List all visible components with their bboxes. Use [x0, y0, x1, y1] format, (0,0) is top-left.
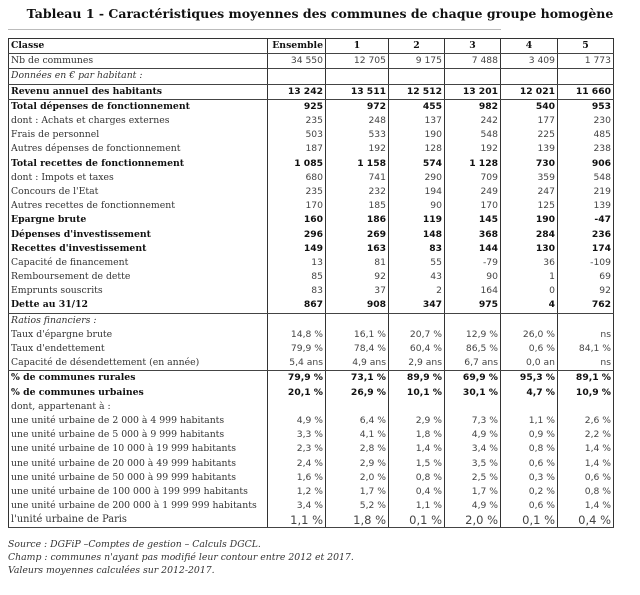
- cell-groupe-1: 73,1 %: [326, 371, 389, 386]
- table-row: [9, 227, 614, 241]
- table-row: [9, 99, 614, 114]
- table-row: [9, 54, 614, 69]
- cell-ensemble: 296: [268, 227, 326, 241]
- cell-ensemble: 149: [268, 242, 326, 256]
- cell-ensemble: 14,8 %: [268, 328, 326, 342]
- table-row: [9, 114, 614, 128]
- cell-groupe-3: 2,0 %: [445, 513, 501, 528]
- cell-groupe-5: -47: [558, 213, 614, 227]
- cell-groupe-2: 190: [389, 128, 445, 142]
- cell-groupe-5: [558, 313, 614, 328]
- cell-groupe-3: 164: [445, 284, 501, 298]
- cell-groupe-5: 548: [558, 171, 614, 185]
- cell-groupe-4: 540: [501, 99, 558, 114]
- column-header-3: 3: [445, 39, 501, 54]
- cell-groupe-1: 741: [326, 171, 389, 185]
- table-row: [9, 298, 614, 313]
- cell-groupe-4: 0,0 an: [501, 356, 558, 371]
- cell-groupe-1: 26,9 %: [326, 386, 389, 400]
- row-label: Taux d'endettement: [9, 342, 268, 356]
- row-label: Emprunts souscrits: [9, 284, 268, 298]
- cell-groupe-4: 3 409: [501, 54, 558, 69]
- cell-groupe-4: 0,8 %: [501, 442, 558, 456]
- cell-groupe-3: 7 488: [445, 54, 501, 69]
- cell-ensemble: 34 550: [268, 54, 326, 69]
- table-row: [9, 371, 614, 386]
- table-row: [9, 414, 614, 428]
- row-label: Données en € par habitant :: [9, 69, 268, 84]
- cell-groupe-2: 83: [389, 242, 445, 256]
- cell-groupe-4: 0,6 %: [501, 342, 558, 356]
- cell-groupe-2: 89,9 %: [389, 371, 445, 386]
- cell-ensemble: 3,3 %: [268, 428, 326, 442]
- cell-groupe-1: 12 705: [326, 54, 389, 69]
- cell-groupe-1: 6,4 %: [326, 414, 389, 428]
- cell-groupe-5: 92: [558, 284, 614, 298]
- cell-ensemble: 79,9 %: [268, 371, 326, 386]
- cell-groupe-2: 0,1 %: [389, 513, 445, 528]
- cell-groupe-5: 84,1 %: [558, 342, 614, 356]
- row-label: une unité urbaine de 20 000 à 49 999 habitants: [9, 456, 268, 470]
- cell-ensemble: 160: [268, 213, 326, 227]
- cell-groupe-2: 347: [389, 298, 445, 313]
- row-label: dont : Achats et charges externes: [9, 114, 268, 128]
- cell-groupe-4: [501, 69, 558, 84]
- cell-groupe-3: 4,9 %: [445, 499, 501, 513]
- row-label: Ratios financiers :: [9, 313, 268, 328]
- cell-groupe-4: 36: [501, 256, 558, 270]
- cell-groupe-4: 95,3 %: [501, 371, 558, 386]
- cell-groupe-3: 90: [445, 270, 501, 284]
- row-label: Concours de l'Etat: [9, 185, 268, 199]
- cell-groupe-4: 177: [501, 114, 558, 128]
- cell-ensemble: 1 085: [268, 157, 326, 171]
- row-label: % de communes urbaines: [9, 386, 268, 400]
- cell-groupe-5: [558, 69, 614, 84]
- table-row: [9, 428, 614, 442]
- cell-groupe-1: 185: [326, 199, 389, 213]
- cell-groupe-2: 290: [389, 171, 445, 185]
- cell-groupe-3: [445, 69, 501, 84]
- cell-ensemble: 85: [268, 270, 326, 284]
- cell-groupe-4: 284: [501, 227, 558, 241]
- cell-groupe-5: 762: [558, 298, 614, 313]
- cell-groupe-3: 548: [445, 128, 501, 142]
- table-row: [9, 84, 614, 99]
- cell-groupe-1: 78,4 %: [326, 342, 389, 356]
- cell-groupe-2: 455: [389, 99, 445, 114]
- cell-groupe-4: 1,1 %: [501, 414, 558, 428]
- cell-ensemble: 925: [268, 99, 326, 114]
- cell-groupe-3: 30,1 %: [445, 386, 501, 400]
- cell-groupe-1: 186: [326, 213, 389, 227]
- cell-groupe-3: 2,5 %: [445, 471, 501, 485]
- cell-groupe-2: 1,5 %: [389, 456, 445, 470]
- row-label: % de communes rurales: [9, 371, 268, 386]
- cell-groupe-1: 5,2 %: [326, 499, 389, 513]
- row-label: Autres recettes de fonctionnement: [9, 199, 268, 213]
- cell-groupe-1: [326, 400, 389, 414]
- row-label: Revenu annuel des habitants: [9, 84, 268, 99]
- table-row: [9, 142, 614, 156]
- cell-groupe-4: 139: [501, 142, 558, 156]
- cell-ensemble: 235: [268, 185, 326, 199]
- table-row: [9, 356, 614, 371]
- cell-groupe-5: -109: [558, 256, 614, 270]
- table-row: [9, 242, 614, 256]
- cell-groupe-1: 248: [326, 114, 389, 128]
- cell-groupe-1: 269: [326, 227, 389, 241]
- cell-groupe-2: 90: [389, 199, 445, 213]
- cell-groupe-1: 16,1 %: [326, 328, 389, 342]
- cell-groupe-2: 194: [389, 185, 445, 199]
- cell-groupe-2: 574: [389, 157, 445, 171]
- cell-groupe-2: 55: [389, 256, 445, 270]
- cell-groupe-4: 4,7 %: [501, 386, 558, 400]
- cell-groupe-4: 247: [501, 185, 558, 199]
- cell-ensemble: 2,3 %: [268, 442, 326, 456]
- table-row: [9, 400, 614, 414]
- cell-ensemble: 187: [268, 142, 326, 156]
- table-row: [9, 328, 614, 342]
- row-label: une unité urbaine de 200 000 à 1 999 999 habitants: [9, 499, 268, 513]
- row-label: Nb de communes: [9, 54, 268, 69]
- cell-groupe-4: [501, 313, 558, 328]
- cell-ensemble: 170: [268, 199, 326, 213]
- cell-groupe-5: 1,4 %: [558, 456, 614, 470]
- row-label: une unité urbaine de 100 000 à 199 999 habitants: [9, 485, 268, 499]
- cell-groupe-5: 174: [558, 242, 614, 256]
- table-row: [9, 313, 614, 328]
- row-label: Epargne brute: [9, 213, 268, 227]
- table-row: [9, 270, 614, 284]
- row-label: Capacité de financement: [9, 256, 268, 270]
- cell-groupe-5: ns: [558, 356, 614, 371]
- row-label: Remboursement de dette: [9, 270, 268, 284]
- cell-groupe-3: 3,4 %: [445, 442, 501, 456]
- cell-groupe-5: [558, 400, 614, 414]
- cell-groupe-4: 190: [501, 213, 558, 227]
- cell-ensemble: 79,9 %: [268, 342, 326, 356]
- cell-groupe-3: 975: [445, 298, 501, 313]
- table-row: [9, 213, 614, 227]
- table-header-row: [9, 39, 614, 54]
- cell-ensemble: 5,4 ans: [268, 356, 326, 371]
- cell-ensemble: [268, 69, 326, 84]
- cell-groupe-1: 4,9 ans: [326, 356, 389, 371]
- footnote-champ: Champ : communes n'ayant pas modifié leur contour entre 2012 et 2017.: [8, 552, 354, 563]
- cell-groupe-5: 230: [558, 114, 614, 128]
- cell-groupe-3: 86,5 %: [445, 342, 501, 356]
- cell-groupe-2: 2,9 ans: [389, 356, 445, 371]
- cell-groupe-1: 908: [326, 298, 389, 313]
- cell-groupe-2: [389, 69, 445, 84]
- row-label: Autres dépenses de fonctionnement: [9, 142, 268, 156]
- cell-ensemble: 2,4 %: [268, 456, 326, 470]
- column-header-1: 1: [326, 39, 389, 54]
- row-label: Dépenses d'investissement: [9, 227, 268, 241]
- cell-ensemble: 13 242: [268, 84, 326, 99]
- cell-groupe-1: 163: [326, 242, 389, 256]
- cell-groupe-1: 1 158: [326, 157, 389, 171]
- cell-groupe-4: 0,2 %: [501, 485, 558, 499]
- cell-groupe-4: 0,6 %: [501, 499, 558, 513]
- cell-groupe-1: 192: [326, 142, 389, 156]
- row-label: Dette au 31/12: [9, 298, 268, 313]
- table-row: [9, 128, 614, 142]
- row-label: Total dépenses de fonctionnement: [9, 99, 268, 114]
- cell-groupe-2: 148: [389, 227, 445, 241]
- cell-groupe-3: 3,5 %: [445, 456, 501, 470]
- table-title: Tableau 1 - Caractéristiques moyennes des communes de chaque groupe homogène: [26, 6, 614, 21]
- cell-ensemble: 867: [268, 298, 326, 313]
- cell-groupe-4: 12 021: [501, 84, 558, 99]
- cell-groupe-3: 1,7 %: [445, 485, 501, 499]
- table-row: [9, 513, 614, 528]
- cell-groupe-5: 219: [558, 185, 614, 199]
- cell-ensemble: 680: [268, 171, 326, 185]
- table-row: [9, 485, 614, 499]
- cell-groupe-4: 0,3 %: [501, 471, 558, 485]
- column-header-classe: Classe: [9, 39, 268, 54]
- cell-groupe-5: 1,4 %: [558, 499, 614, 513]
- title-divider: [8, 29, 501, 30]
- table-row: [9, 471, 614, 485]
- cell-groupe-5: 1 773: [558, 54, 614, 69]
- cell-groupe-5: 236: [558, 227, 614, 241]
- cell-groupe-3: 69,9 %: [445, 371, 501, 386]
- cell-groupe-3: 12,9 %: [445, 328, 501, 342]
- cell-groupe-1: [326, 69, 389, 84]
- cell-ensemble: 503: [268, 128, 326, 142]
- cell-groupe-2: 119: [389, 213, 445, 227]
- cell-ensemble: [268, 313, 326, 328]
- footnotes: [8, 538, 354, 577]
- table-row: [9, 185, 614, 199]
- cell-groupe-2: 137: [389, 114, 445, 128]
- cell-groupe-3: 982: [445, 99, 501, 114]
- column-header-4: 4: [501, 39, 558, 54]
- row-label: Total recettes de fonctionnement: [9, 157, 268, 171]
- cell-groupe-3: 7,3 %: [445, 414, 501, 428]
- cell-groupe-1: 2,0 %: [326, 471, 389, 485]
- cell-groupe-4: 1: [501, 270, 558, 284]
- cell-groupe-3: 249: [445, 185, 501, 199]
- cell-groupe-2: 2,9 %: [389, 414, 445, 428]
- cell-ensemble: 1,2 %: [268, 485, 326, 499]
- cell-groupe-5: ns: [558, 328, 614, 342]
- table-row: [9, 171, 614, 185]
- cell-groupe-4: 225: [501, 128, 558, 142]
- cell-groupe-3: -79: [445, 256, 501, 270]
- cell-groupe-5: 2,6 %: [558, 414, 614, 428]
- table-row: [9, 442, 614, 456]
- cell-groupe-4: 730: [501, 157, 558, 171]
- cell-groupe-3: 1 128: [445, 157, 501, 171]
- cell-groupe-1: 13 511: [326, 84, 389, 99]
- table-row: [9, 499, 614, 513]
- table-row: [9, 69, 614, 84]
- cell-groupe-5: 0,4 %: [558, 513, 614, 528]
- column-header-ensemble: Ensemble: [268, 39, 326, 54]
- row-label: Capacité de désendettement (en année): [9, 356, 268, 371]
- column-header-2: 2: [389, 39, 445, 54]
- cell-groupe-3: [445, 400, 501, 414]
- row-label: Frais de personnel: [9, 128, 268, 142]
- cell-groupe-5: 0,6 %: [558, 471, 614, 485]
- footnote-valeurs: Valeurs moyennes calculées sur 2012-2017.: [8, 565, 215, 576]
- cell-groupe-2: 43: [389, 270, 445, 284]
- row-label: une unité urbaine de 5 000 à 9 999 habitants: [9, 428, 268, 442]
- cell-groupe-2: 12 512: [389, 84, 445, 99]
- cell-groupe-4: 0: [501, 284, 558, 298]
- cell-groupe-3: 192: [445, 142, 501, 156]
- cell-groupe-2: 2: [389, 284, 445, 298]
- characteristics-table: [8, 38, 614, 528]
- cell-groupe-2: [389, 400, 445, 414]
- cell-ensemble: 1,1 %: [268, 513, 326, 528]
- cell-ensemble: 1,6 %: [268, 471, 326, 485]
- row-label: Taux d'épargne brute: [9, 328, 268, 342]
- row-label: dont, appartenant à :: [9, 400, 268, 414]
- cell-groupe-5: 953: [558, 99, 614, 114]
- cell-groupe-3: [445, 313, 501, 328]
- table-row: [9, 342, 614, 356]
- cell-groupe-2: 1,1 %: [389, 499, 445, 513]
- cell-groupe-5: 238: [558, 142, 614, 156]
- cell-groupe-4: 0,6 %: [501, 456, 558, 470]
- cell-groupe-2: 1,4 %: [389, 442, 445, 456]
- cell-ensemble: 3,4 %: [268, 499, 326, 513]
- cell-groupe-3: 145: [445, 213, 501, 227]
- row-label: une unité urbaine de 2 000 à 4 999 habitants: [9, 414, 268, 428]
- cell-groupe-4: 130: [501, 242, 558, 256]
- cell-groupe-4: 0,1 %: [501, 513, 558, 528]
- cell-groupe-1: 92: [326, 270, 389, 284]
- cell-groupe-1: 4,1 %: [326, 428, 389, 442]
- cell-groupe-5: 0,8 %: [558, 485, 614, 499]
- cell-groupe-2: 60,4 %: [389, 342, 445, 356]
- table-row: [9, 456, 614, 470]
- cell-groupe-3: 6,7 ans: [445, 356, 501, 371]
- cell-groupe-3: 4,9 %: [445, 428, 501, 442]
- cell-ensemble: [268, 400, 326, 414]
- row-label: dont : Impots et taxes: [9, 171, 268, 185]
- cell-groupe-1: 37: [326, 284, 389, 298]
- row-label: une unité urbaine de 50 000 à 99 999 habitants: [9, 471, 268, 485]
- cell-groupe-3: 368: [445, 227, 501, 241]
- table-row: [9, 386, 614, 400]
- cell-groupe-3: 13 201: [445, 84, 501, 99]
- cell-groupe-2: 0,8 %: [389, 471, 445, 485]
- cell-groupe-5: 89,1 %: [558, 371, 614, 386]
- row-label: Recettes d'investissement: [9, 242, 268, 256]
- cell-groupe-5: 69: [558, 270, 614, 284]
- cell-groupe-5: 11 660: [558, 84, 614, 99]
- cell-groupe-5: 139: [558, 199, 614, 213]
- cell-groupe-2: 128: [389, 142, 445, 156]
- cell-groupe-4: 125: [501, 199, 558, 213]
- table-row: [9, 157, 614, 171]
- cell-groupe-1: 533: [326, 128, 389, 142]
- cell-groupe-1: 1,7 %: [326, 485, 389, 499]
- cell-groupe-2: 0,4 %: [389, 485, 445, 499]
- cell-groupe-3: 144: [445, 242, 501, 256]
- cell-groupe-4: 26,0 %: [501, 328, 558, 342]
- cell-ensemble: 4,9 %: [268, 414, 326, 428]
- cell-groupe-1: [326, 313, 389, 328]
- cell-groupe-2: 9 175: [389, 54, 445, 69]
- cell-groupe-1: 2,9 %: [326, 456, 389, 470]
- cell-groupe-4: 359: [501, 171, 558, 185]
- table-row: [9, 284, 614, 298]
- column-header-5: 5: [558, 39, 614, 54]
- cell-ensemble: 235: [268, 114, 326, 128]
- cell-groupe-5: 906: [558, 157, 614, 171]
- row-label: une unité urbaine de 10 000 à 19 999 habitants: [9, 442, 268, 456]
- cell-groupe-5: 1,4 %: [558, 442, 614, 456]
- cell-ensemble: 20,1 %: [268, 386, 326, 400]
- cell-groupe-1: 81: [326, 256, 389, 270]
- cell-groupe-5: 2,2 %: [558, 428, 614, 442]
- cell-groupe-1: 972: [326, 99, 389, 114]
- cell-groupe-2: 10,1 %: [389, 386, 445, 400]
- cell-groupe-3: 170: [445, 199, 501, 213]
- cell-groupe-2: 20,7 %: [389, 328, 445, 342]
- cell-groupe-2: [389, 313, 445, 328]
- table-row: [9, 199, 614, 213]
- row-label: l'unité urbaine de Paris: [9, 513, 268, 528]
- cell-groupe-5: 10,9 %: [558, 386, 614, 400]
- cell-ensemble: 83: [268, 284, 326, 298]
- cell-groupe-1: 232: [326, 185, 389, 199]
- table-row: [9, 256, 614, 270]
- footnote-source: Source : DGFiP –Comptes de gestion – Calculs DGCL.: [8, 539, 261, 550]
- cell-groupe-3: 242: [445, 114, 501, 128]
- cell-ensemble: 13: [268, 256, 326, 270]
- cell-groupe-2: 1,8 %: [389, 428, 445, 442]
- cell-groupe-5: 485: [558, 128, 614, 142]
- cell-groupe-4: [501, 400, 558, 414]
- cell-groupe-3: 709: [445, 171, 501, 185]
- cell-groupe-1: 1,8 %: [326, 513, 389, 528]
- cell-groupe-4: 4: [501, 298, 558, 313]
- cell-groupe-1: 2,8 %: [326, 442, 389, 456]
- cell-groupe-4: 0,9 %: [501, 428, 558, 442]
